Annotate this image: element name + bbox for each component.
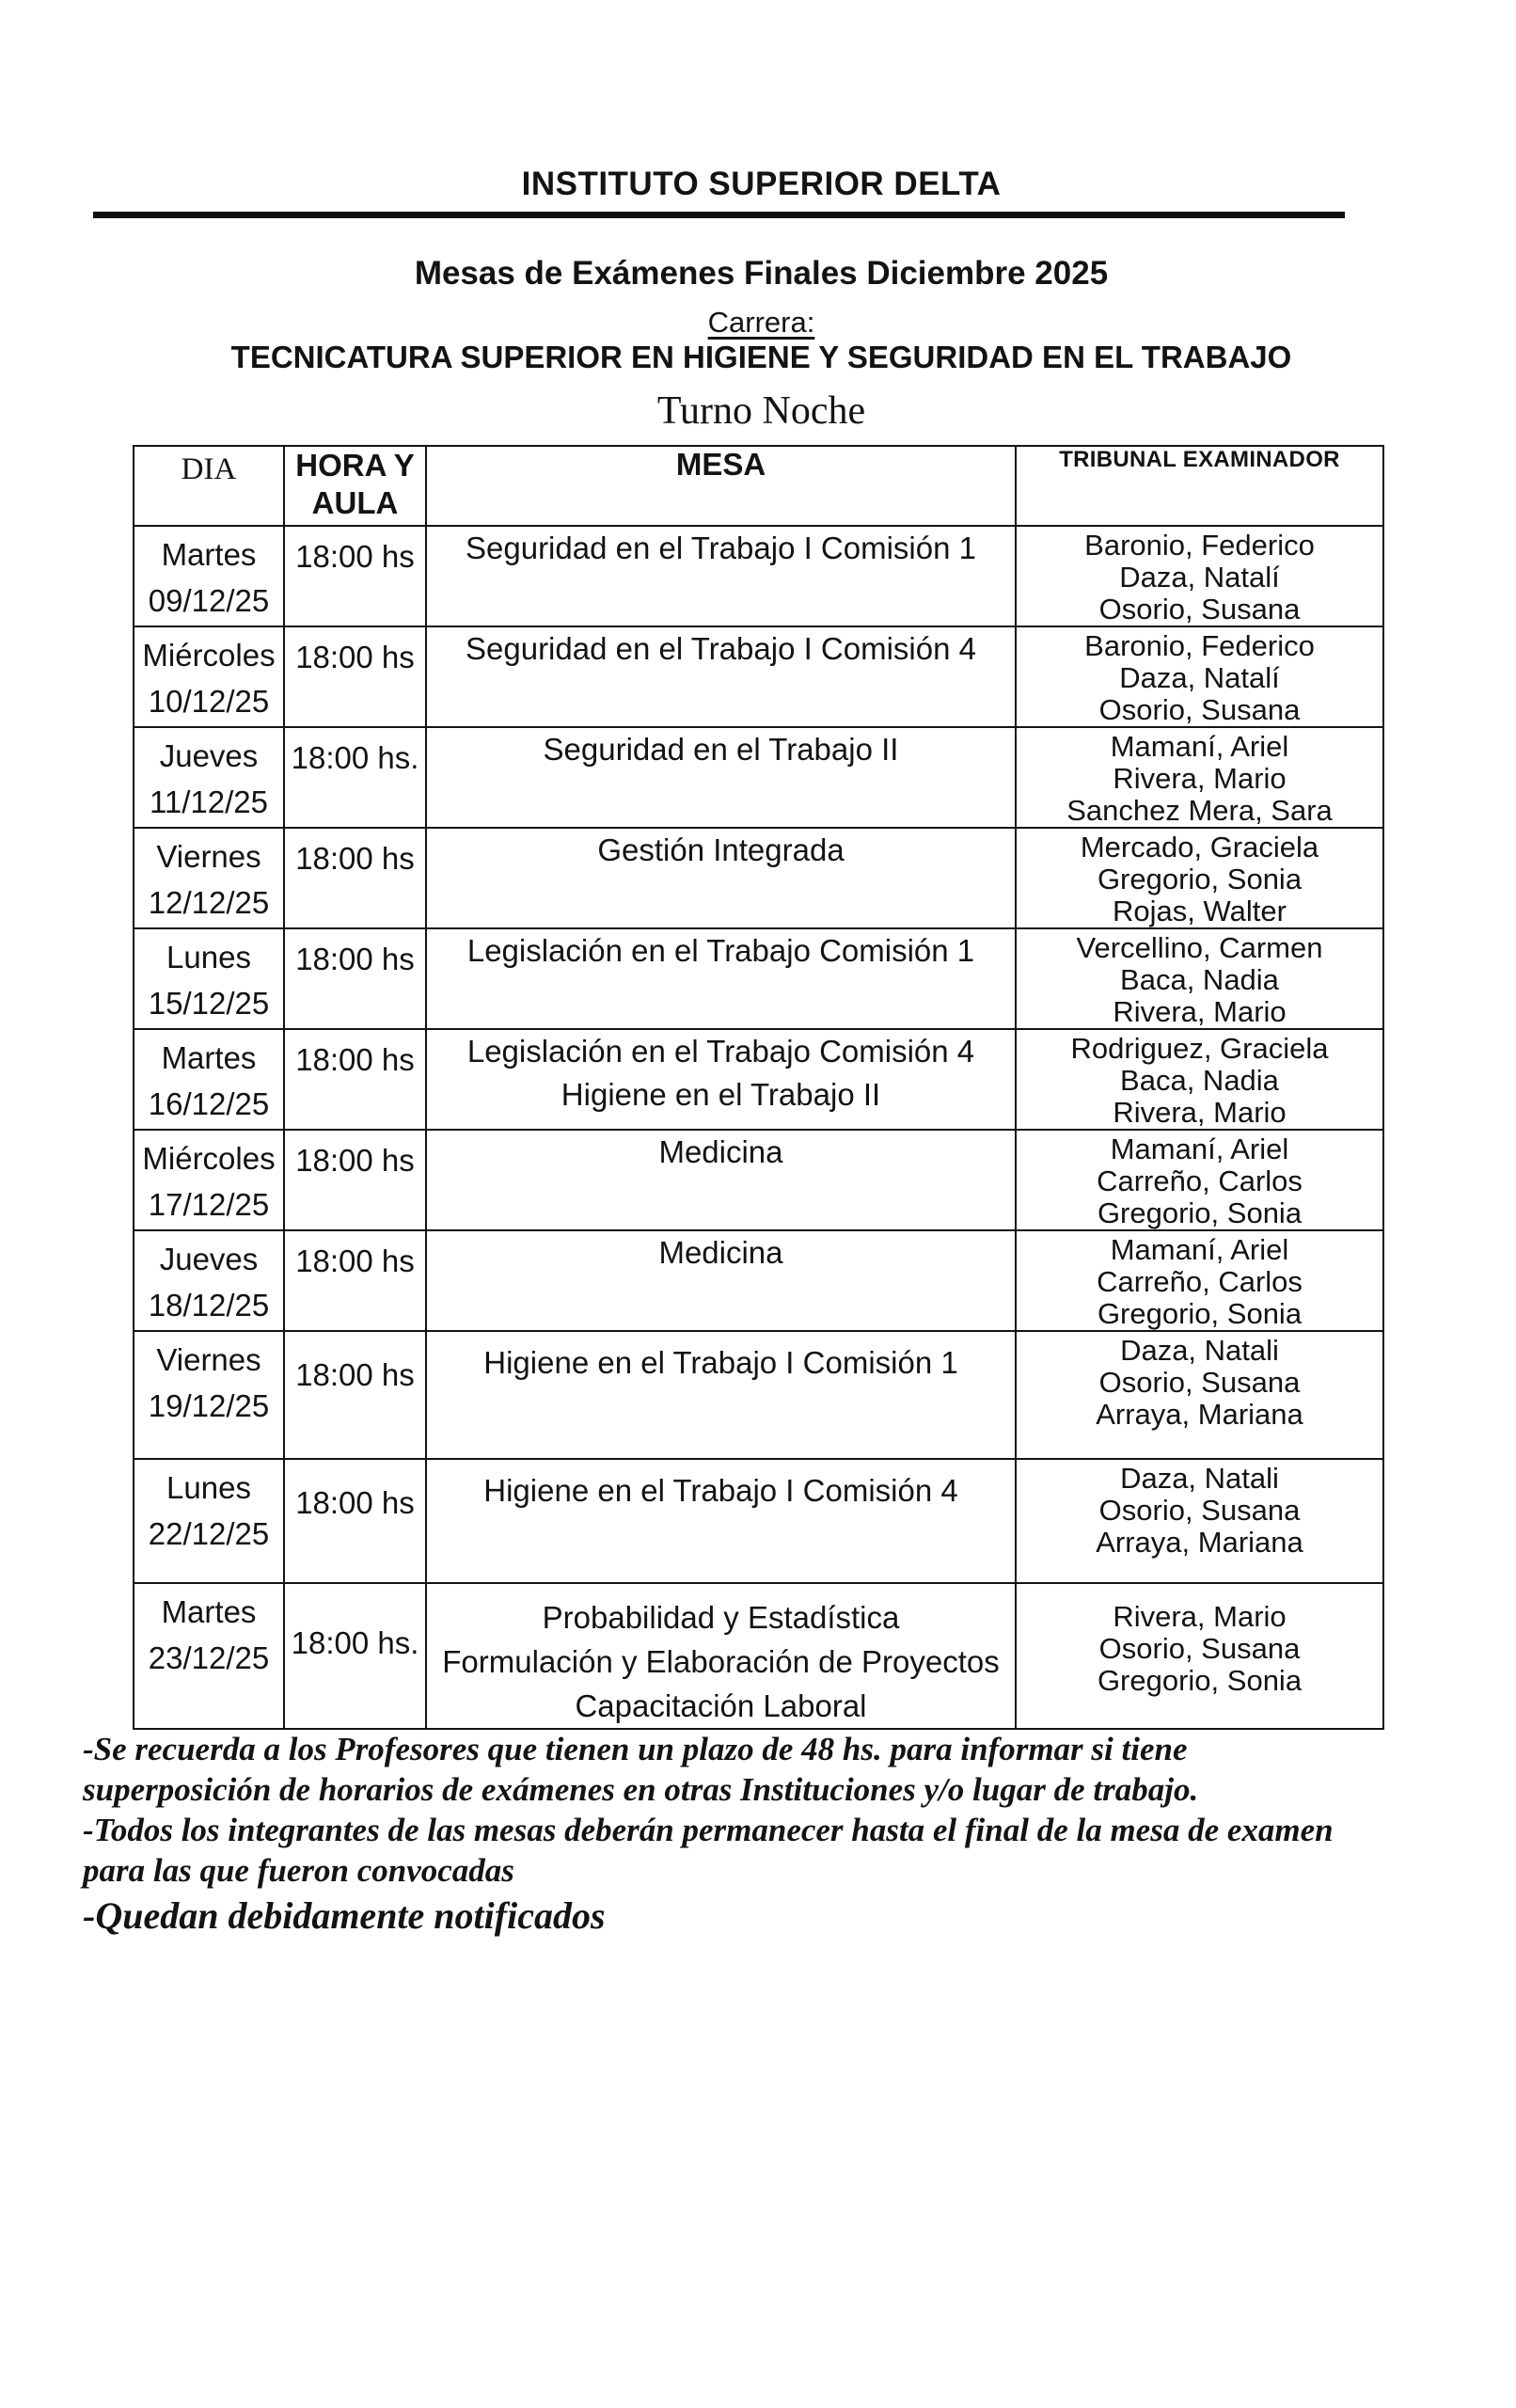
- time-cell: [284, 828, 426, 928]
- tribunal-cell: [1016, 526, 1383, 626]
- table-row: [134, 1230, 1383, 1331]
- mesa-subject: Seguridad en el Trabajo I Comisión 4: [466, 631, 976, 666]
- mesa-subject: Medicina: [658, 1134, 783, 1169]
- tribunal-member: Arraya, Mariana: [1096, 1398, 1303, 1431]
- day-name: Jueves: [159, 738, 259, 773]
- day-name: Martes: [161, 1594, 257, 1629]
- note-line: -Todos los integrantes de las mesas deberán permanecer hasta el final de la mesa de examen: [83, 1812, 1334, 1848]
- table-row: [134, 1029, 1383, 1130]
- column-header-hora: [284, 446, 426, 526]
- tribunal-member: Gregorio, Sonia: [1097, 863, 1303, 895]
- table-row: [134, 1331, 1383, 1459]
- tribunal-member: Sanchez Mera, Sara: [1066, 794, 1333, 827]
- time-value: 18:00 hs: [295, 1357, 415, 1392]
- day-cell: [134, 928, 284, 1029]
- tribunal-member: Rivera, Mario: [1113, 995, 1287, 1028]
- mesa-cell: [426, 1583, 1016, 1729]
- mesa-cell: [426, 828, 1016, 928]
- mesa-subject: Higiene en el Trabajo I Comisión 4: [483, 1473, 958, 1508]
- tribunal-cell: [1016, 1583, 1383, 1729]
- document-title: Mesas de Exámenes Finales Diciembre 2025: [414, 255, 1109, 292]
- mesa-cell: [426, 1230, 1016, 1331]
- column-header-tribunal: [1016, 446, 1383, 526]
- day-date: 23/12/25: [148, 1640, 270, 1675]
- note-final: -Quedan debidamente notificados: [83, 1894, 606, 1937]
- institute-title: INSTITUTO SUPERIOR DELTA: [521, 166, 1002, 202]
- time-value: 18:00 hs: [295, 1042, 415, 1077]
- time-cell: [284, 727, 426, 828]
- tribunal-member: Gregorio, Sonia: [1097, 1664, 1303, 1697]
- tribunal-cell: [1016, 1130, 1383, 1230]
- time-value: 18:00 hs: [295, 1143, 415, 1178]
- mesa-subject: Probabilidad y Estadística: [542, 1600, 900, 1635]
- table-row: [134, 727, 1383, 828]
- day-cell: [134, 1583, 284, 1729]
- day-date: 11/12/25: [149, 784, 268, 819]
- column-header-label: HORA Y AULA: [295, 448, 415, 520]
- table-row: [134, 828, 1383, 928]
- time-cell: [284, 928, 426, 1029]
- tribunal-member: Carreño, Carlos: [1097, 1265, 1303, 1298]
- table-row: [134, 1459, 1383, 1583]
- mesa-subject: Seguridad en el Trabajo II: [543, 732, 899, 767]
- mesa-cell: [426, 1331, 1016, 1459]
- tribunal-cell: [1016, 1029, 1383, 1130]
- tribunal-cell: [1016, 1459, 1383, 1583]
- mesa-subject: Capacitación Laboral: [575, 1688, 867, 1723]
- day-name: Jueves: [159, 1242, 259, 1276]
- tribunal-cell: [1016, 1331, 1383, 1459]
- tribunal-cell: [1016, 727, 1383, 828]
- day-date: 16/12/25: [148, 1086, 270, 1121]
- tribunal-member: Baronio, Federico: [1084, 529, 1315, 562]
- tribunal-cell: [1016, 1230, 1383, 1331]
- day-date: 15/12/25: [148, 986, 270, 1021]
- time-value: 18:00 hs: [295, 841, 415, 876]
- column-header-label: TRIBUNAL EXAMINADOR: [1059, 447, 1340, 472]
- day-name: Lunes: [166, 1470, 251, 1505]
- time-cell: [284, 1459, 426, 1583]
- table-row: [134, 1130, 1383, 1230]
- day-cell: [134, 727, 284, 828]
- tribunal-member: Daza, Natali: [1120, 1462, 1279, 1495]
- tribunal-member: Osorio, Susana: [1098, 1494, 1301, 1527]
- tribunal-member: Rojas, Walter: [1113, 895, 1287, 927]
- mesa-subject: Higiene en el Trabajo I Comisión 1: [483, 1345, 958, 1380]
- table-row: [134, 928, 1383, 1029]
- day-date: 17/12/25: [148, 1187, 270, 1222]
- day-date: 22/12/25: [148, 1516, 270, 1551]
- time-value: 18:00 hs: [295, 942, 415, 976]
- tribunal-member: Baronio, Federico: [1084, 629, 1315, 662]
- mesa-subject: Legislación en el Trabajo Comisión 1: [466, 933, 975, 968]
- day-cell: [134, 1331, 284, 1459]
- note-line: -Se recuerda a los Profesores que tienen un plazo de 48 hs. para informar si tiene: [83, 1731, 1188, 1767]
- mesa-subject: Legislación en el Trabajo Comisión 4: [466, 1034, 975, 1069]
- tribunal-member: Vercellino, Carmen: [1076, 931, 1323, 964]
- tribunal-member: Arraya, Mariana: [1096, 1526, 1303, 1559]
- day-name: Martes: [161, 537, 257, 572]
- day-name: Viernes: [156, 839, 261, 874]
- mesa-cell: [426, 928, 1016, 1029]
- time-value: 18:00 hs: [295, 539, 415, 574]
- day-name: Viernes: [156, 1342, 261, 1377]
- tribunal-cell: [1016, 626, 1383, 727]
- day-date: 09/12/25: [148, 583, 270, 618]
- tribunal-member: Rivera, Mario: [1113, 1096, 1287, 1129]
- day-name: Lunes: [166, 940, 251, 974]
- tribunal-member: Daza, Natali: [1120, 1334, 1279, 1367]
- column-header-dia: [134, 446, 284, 526]
- shift-title: Turno Noche: [656, 389, 866, 433]
- tribunal-member: Gregorio, Sonia: [1097, 1297, 1303, 1330]
- time-value: 18:00 hs.: [291, 1625, 419, 1660]
- column-header-label: MESA: [675, 447, 766, 482]
- column-header-mesa: [426, 446, 1016, 526]
- mesa-subject: Gestión Integrada: [597, 832, 845, 867]
- tribunal-member: Baca, Nadia: [1120, 1064, 1279, 1097]
- tribunal-member: Rodriguez, Graciela: [1070, 1032, 1329, 1065]
- mesa-subject: Seguridad en el Trabajo I Comisión 1: [466, 531, 976, 565]
- tribunal-member: Mamaní, Ariel: [1110, 730, 1289, 763]
- time-cell: [284, 1029, 426, 1130]
- day-date: 10/12/25: [148, 684, 270, 719]
- tribunal-member: Carreño, Carlos: [1097, 1164, 1303, 1197]
- tribunal-member: Osorio, Susana: [1098, 593, 1301, 626]
- day-cell: [134, 626, 284, 727]
- mesa-cell: [426, 1029, 1016, 1130]
- exam-table: [133, 445, 1384, 1730]
- table-row: [134, 526, 1383, 626]
- career-label: Carrera:: [707, 306, 815, 339]
- time-cell: [284, 526, 426, 626]
- day-name: Miércoles: [142, 1141, 276, 1176]
- tribunal-member: Mamaní, Ariel: [1110, 1133, 1289, 1165]
- footer-notes: [83, 1729, 1503, 1941]
- tribunal-member: Osorio, Susana: [1098, 1366, 1301, 1399]
- day-date: 19/12/25: [148, 1388, 270, 1423]
- note-line: superposición de horarios de exámenes en otras Instituciones y/o lugar de trabajo.: [83, 1771, 1199, 1808]
- time-cell: [284, 626, 426, 727]
- tribunal-member: Rivera, Mario: [1113, 762, 1287, 795]
- day-date: 18/12/25: [148, 1288, 270, 1323]
- mesa-cell: [426, 626, 1016, 727]
- time-value: 18:00 hs: [295, 640, 415, 674]
- time-value: 18:00 hs: [295, 1244, 415, 1278]
- tribunal-member: Baca, Nadia: [1120, 963, 1279, 996]
- tribunal-cell: [1016, 928, 1383, 1029]
- table-header-row: [134, 446, 1383, 526]
- day-cell: [134, 1029, 284, 1130]
- tribunal-cell: [1016, 828, 1383, 928]
- column-header-label: DIA: [181, 452, 237, 486]
- tribunal-member: Osorio, Susana: [1098, 693, 1301, 726]
- career-name: TECNICATURA SUPERIOR EN HIGIENE Y SEGURIDAD EN EL TRABAJO: [230, 340, 1292, 374]
- day-cell: [134, 526, 284, 626]
- mesa-subject: Higiene en el Trabajo II: [561, 1077, 881, 1112]
- tribunal-member: Mamaní, Ariel: [1110, 1233, 1289, 1266]
- tribunal-member: Osorio, Susana: [1098, 1632, 1301, 1665]
- table-row: [134, 1583, 1383, 1729]
- title-divider-rule: [93, 212, 1345, 218]
- day-date: 12/12/25: [148, 885, 270, 920]
- mesa-cell: [426, 1459, 1016, 1583]
- tribunal-member: Daza, Natalí: [1119, 661, 1280, 694]
- time-cell: [284, 1230, 426, 1331]
- tribunal-member: Mercado, Graciela: [1080, 831, 1319, 863]
- day-cell: [134, 1130, 284, 1230]
- day-cell: [134, 828, 284, 928]
- time-value: 18:00 hs: [295, 1485, 415, 1520]
- mesa-cell: [426, 727, 1016, 828]
- time-cell: [284, 1331, 426, 1459]
- mesa-cell: [426, 526, 1016, 626]
- mesa-subject: Formulación y Elaboración de Proyectos: [442, 1644, 1000, 1679]
- tribunal-member: Daza, Natalí: [1119, 561, 1280, 594]
- tribunal-member: Gregorio, Sonia: [1097, 1196, 1303, 1229]
- time-cell: [284, 1583, 426, 1729]
- day-cell: [134, 1230, 284, 1331]
- day-name: Martes: [161, 1040, 257, 1075]
- exam-table-body: [134, 446, 1383, 1729]
- mesa-cell: [426, 1130, 1016, 1230]
- time-cell: [284, 1130, 426, 1230]
- day-cell: [134, 1459, 284, 1583]
- table-row: [134, 626, 1383, 727]
- note-line: para las que fueron convocadas: [83, 1852, 514, 1889]
- mesa-subject: Medicina: [658, 1235, 783, 1270]
- day-name: Miércoles: [142, 638, 276, 673]
- tribunal-member: Rivera, Mario: [1113, 1600, 1287, 1633]
- time-value: 18:00 hs.: [291, 740, 419, 775]
